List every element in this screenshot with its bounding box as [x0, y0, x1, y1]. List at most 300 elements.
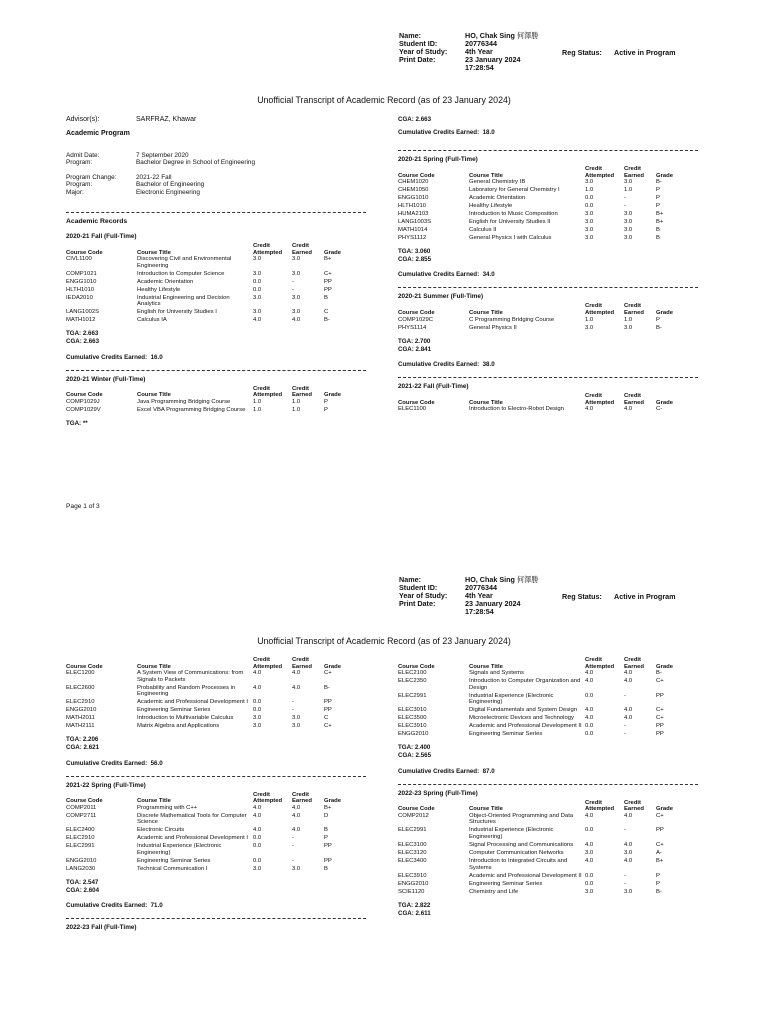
reg-status: [562, 48, 676, 57]
course-code: PHYS1114: [398, 324, 427, 331]
course-table-header: [66, 386, 348, 399]
term-stats: [398, 248, 698, 264]
credit-earned: 4.0: [624, 842, 633, 849]
grade: PP: [324, 286, 332, 293]
course-code: ELEC1200: [66, 670, 95, 677]
tga: TGA: 2.822: [398, 901, 431, 909]
credit-attempted: 0.0: [253, 286, 262, 293]
program-info-row: [66, 181, 255, 188]
grade: PP: [324, 278, 332, 285]
credit-attempted: 4.0: [585, 678, 594, 685]
term-stats: [398, 744, 698, 760]
course-row: [398, 850, 680, 858]
course-code: HLTH1010: [66, 286, 95, 293]
left-column: [66, 233, 366, 428]
course-row: [66, 699, 348, 707]
name-value: HO, Chak Sing 何澤勝: [465, 575, 539, 584]
credit-earned: 3.0: [292, 723, 301, 730]
grade: B: [656, 235, 660, 242]
header-line: Credit: [585, 393, 603, 400]
credit-attempted: 1.0: [585, 187, 594, 194]
header-line: Earned: [292, 249, 312, 256]
course-row: [66, 813, 348, 828]
col-course-title: Course Title: [137, 663, 171, 670]
grade: B-: [656, 179, 662, 186]
course-table: [398, 166, 680, 243]
name-row: [399, 576, 699, 584]
name-value: HO, Chak Sing 何澤勝: [465, 31, 539, 40]
program-info-label: Program:: [66, 159, 93, 167]
credit-earned: 3.0: [624, 219, 633, 226]
col-credit-earned: [624, 800, 656, 813]
course-table: [66, 792, 348, 874]
course-code: CHEM1020: [398, 179, 429, 186]
term-stats: [66, 420, 366, 428]
cga: CGA: 2.663: [66, 338, 100, 346]
student-id-value: 20776344: [465, 582, 497, 592]
course-title: General Physics I with Calculus: [469, 235, 552, 242]
col-grade: Grade: [656, 399, 674, 406]
credit-earned: 1.0: [624, 187, 633, 194]
course-title: Healthy Lifestyle: [137, 286, 181, 293]
course-row: [66, 866, 348, 874]
course-table: [66, 657, 348, 731]
course-title: Healthy Lifestyle: [469, 203, 513, 210]
cga: CGA: 2.663: [398, 116, 432, 123]
col-credit-attempted: [585, 657, 624, 670]
course-title: Digital Fundamentals and System Design: [469, 707, 578, 714]
grade: P: [656, 316, 660, 323]
course-title: Object-Oriented Programming and Data Structures: [469, 812, 574, 826]
year-of-study-label: Year of Study:: [399, 46, 448, 56]
col-credit-attempted: [585, 303, 624, 316]
header-line: Credit: [624, 393, 642, 400]
print-time-value: 17:28:54: [465, 606, 494, 616]
credit-earned: 4.0: [624, 812, 633, 819]
header-line: Credit: [253, 657, 271, 663]
credit-earned: -: [624, 195, 626, 202]
credit-earned: 3.0: [624, 888, 633, 895]
col-course-title: Course Title: [469, 806, 503, 813]
header-line: Credit: [624, 166, 642, 172]
term-title: 2021-22 Fall (Full-Time): [398, 383, 469, 391]
page-title: Unofficial Transcript of Academic Record (as of 23 January 2024): [257, 636, 511, 646]
term-stats: [398, 338, 698, 354]
course-code: ENGG2010: [398, 731, 429, 738]
cumulative-credits-label: Cumulative Credits Earned:: [66, 902, 148, 910]
grade: C+: [656, 812, 664, 819]
credit-attempted: 4.0: [253, 804, 262, 811]
course-code: ELEC3120: [398, 850, 427, 856]
course-code: MATH2111: [66, 723, 95, 730]
term-title: 2020-21 Fall (Full-Time): [66, 233, 137, 240]
course-row: [398, 723, 680, 731]
grade: P: [324, 406, 328, 413]
col-credit-earned: [624, 166, 656, 179]
col-credit-earned: [624, 303, 656, 316]
credit-earned: 1.0: [292, 398, 301, 405]
tga: TGA: 2.547: [66, 878, 99, 886]
term-block: [398, 657, 698, 775]
grade: PP: [656, 723, 664, 730]
course-row: [398, 873, 680, 881]
course-table: [66, 386, 348, 415]
header-line: Attempted: [253, 663, 283, 670]
course-code: ELEC2600: [66, 684, 95, 691]
grade: B+: [324, 804, 332, 811]
header-line: Credit: [253, 385, 271, 392]
course-row: [66, 707, 348, 715]
course-code: ELEC2991: [66, 843, 95, 850]
credit-earned: -: [624, 880, 626, 887]
course-table-header: [398, 303, 680, 316]
course-code: COMP2711: [66, 812, 97, 819]
left-column: [66, 657, 366, 934]
header-line: Earned: [292, 392, 312, 399]
cumulative-credits: [398, 768, 698, 775]
cga: CGA: 2.841: [398, 345, 432, 353]
divider: [398, 287, 698, 288]
divider: [66, 212, 366, 213]
course-title: Engineering Seminar Series: [137, 707, 211, 714]
program-info-row: [66, 159, 255, 166]
header-line: Credit: [292, 385, 310, 392]
credit-attempted: 3.0: [585, 179, 594, 186]
credit-attempted: 0.0: [253, 835, 262, 842]
grade: PP: [656, 827, 664, 834]
credit-earned: 4.0: [624, 715, 633, 722]
credit-attempted: 0.0: [585, 203, 594, 210]
cga: CGA: 2.611: [398, 909, 431, 917]
course-row: [398, 715, 680, 723]
course-code: ELEC3500: [398, 715, 427, 722]
credit-attempted: 4.0: [585, 406, 594, 413]
credit-earned: -: [292, 707, 294, 714]
credit-earned: -: [624, 731, 626, 738]
course-table: [398, 800, 680, 897]
term-block: [66, 233, 366, 361]
credit-attempted: 1.0: [585, 316, 594, 323]
course-table: [398, 393, 680, 414]
course-row: [398, 179, 680, 187]
credit-earned: 3.0: [292, 256, 301, 263]
course-code: ELEC2400: [66, 827, 95, 834]
course-title: Laboratory for General Chemistry I: [469, 187, 560, 194]
term-title: 2020-21 Winter (Full-Time): [66, 375, 146, 383]
course-title: Introduction to Music Composition: [469, 211, 558, 218]
term-title: 2020-21 Spring (Full-Time): [398, 156, 478, 163]
course-title: Computer Communication Networks: [469, 850, 564, 856]
term-block: [66, 370, 366, 428]
divider: [66, 370, 366, 371]
credit-earned: -: [292, 843, 294, 850]
credit-earned: 4.0: [624, 707, 633, 714]
credit-earned: 4.0: [292, 670, 301, 677]
cumulative-credits-value: 56.0: [150, 759, 163, 767]
term-block: [66, 918, 366, 931]
course-code: ENGG2010: [66, 707, 97, 714]
course-row: [398, 813, 680, 828]
course-title: Matrix Algebra and Applications: [137, 723, 220, 730]
course-title: Java Programming Bridging Course: [137, 398, 231, 405]
header-line: Earned: [624, 663, 644, 670]
header-line: Credit: [292, 243, 310, 249]
grade: P: [656, 195, 660, 202]
course-code: ELEC2910: [66, 699, 95, 706]
term-stats: [66, 330, 366, 346]
term-block: [66, 657, 366, 767]
header-line: Credit: [624, 657, 642, 663]
course-row: [66, 685, 348, 700]
course-title: Microelectronic Devices and Technology: [469, 715, 574, 722]
course-row: [66, 295, 348, 310]
course-title: Academic Orientation: [137, 278, 194, 285]
course-row: [66, 271, 348, 279]
reg-status-label: Reg Status:: [562, 48, 602, 57]
credit-attempted: 0.0: [585, 827, 594, 834]
header-line: Attempted: [585, 663, 615, 670]
course-row: [66, 287, 348, 295]
name-label: Name:: [399, 575, 421, 584]
cumulative-credits-value: 16.0: [150, 353, 163, 361]
col-course-title: Course Title: [469, 310, 503, 317]
course-table: [66, 243, 348, 325]
course-title: Discrete Mathematical Tools for Computer Science: [137, 812, 247, 826]
grade: C+: [656, 678, 664, 685]
header-line: Earned: [624, 399, 644, 406]
course-row: [66, 256, 348, 271]
right-column: [398, 657, 698, 918]
course-row: [66, 827, 348, 835]
course-title: English for University Studies I: [137, 309, 217, 316]
header-line: Earned: [292, 798, 312, 805]
divider: [398, 150, 698, 151]
grade: C+: [656, 707, 664, 714]
credit-earned: 4.0: [292, 804, 301, 811]
header-line: Credit: [292, 791, 310, 798]
credit-earned: 3.0: [624, 227, 633, 234]
header-line: Earned: [624, 310, 644, 317]
col-credit-attempted: [253, 792, 292, 805]
credit-attempted: 0.0: [253, 278, 262, 285]
cumulative-credits-value: 87.0: [482, 767, 495, 775]
col-grade: Grade: [324, 249, 342, 256]
academic-records-heading: Academic Records: [66, 218, 128, 225]
course-code: ELEC2991: [398, 692, 427, 699]
term-title: 2022-23 Fall (Full-Time): [66, 924, 137, 932]
credit-attempted: 0.0: [585, 880, 594, 887]
course-title: Excel VBA Programming Bridging Course: [137, 406, 246, 413]
term-block: [398, 287, 698, 368]
credit-attempted: 4.0: [585, 670, 594, 677]
course-title: Engineering Seminar Series: [469, 880, 543, 887]
col-course-title: Course Title: [137, 392, 171, 399]
student-id-value: 20776344: [465, 38, 497, 48]
course-row: [66, 723, 348, 731]
term-title: 2021-22 Spring (Full-Time): [66, 781, 146, 789]
course-row: [398, 325, 680, 333]
credit-attempted: 4.0: [253, 670, 262, 677]
program-info-value: Bachelor of Engineering: [136, 181, 205, 189]
course-title: Introduction to Computer Organization and Design: [469, 678, 581, 691]
grade: C+: [656, 842, 664, 849]
col-course-code: Course Code: [66, 249, 103, 256]
course-title: Calculus IA: [137, 317, 167, 324]
course-title: Programming with C++: [137, 804, 198, 811]
col-credit-earned: [292, 792, 324, 805]
print-time-label: [399, 64, 465, 72]
grade: P: [656, 203, 660, 210]
tga: TGA: 2.206: [66, 736, 99, 744]
carry-over-stats: [398, 116, 698, 136]
credit-attempted: 0.0: [585, 731, 594, 738]
course-title: Electronic Circuits: [137, 827, 185, 834]
credit-earned: 3.0: [624, 179, 633, 186]
cumulative-credits-label: Cumulative Credits Earned:: [66, 759, 148, 767]
credit-attempted: 0.0: [253, 857, 262, 864]
grade: A-: [656, 850, 662, 856]
course-title: Industrial Experience (Electronic Engineering): [469, 827, 554, 841]
term-title: 2022-23 Spring (Full-Time): [398, 789, 478, 797]
course-title: A System View of Communications: from Signals to Packets: [137, 670, 244, 683]
term-stats: [66, 736, 366, 752]
name-label: Name:: [399, 31, 421, 40]
term-block: [398, 784, 698, 918]
col-credit-earned: [292, 657, 324, 670]
course-row: [398, 881, 680, 889]
course-table-header: [66, 657, 348, 670]
tga: TGA: 2.663: [66, 330, 99, 338]
col-grade: Grade: [656, 310, 674, 317]
col-credit-attempted: [253, 243, 292, 256]
course-code: ELEC3400: [398, 857, 427, 864]
cumulative-credits: [66, 760, 366, 767]
cga: CGA: 2.855: [398, 256, 432, 264]
name-row: [399, 32, 699, 40]
col-course-title: Course Title: [469, 172, 503, 179]
col-credit-earned: [624, 657, 656, 670]
credit-attempted: 3.0: [585, 219, 594, 226]
col-course-code: Course Code: [66, 392, 103, 399]
credit-attempted: 0.0: [585, 723, 594, 730]
course-code: IEDA2010: [66, 294, 93, 301]
col-credit-attempted: [253, 657, 292, 670]
credit-earned: -: [292, 699, 294, 706]
course-code: PHYS1112: [398, 235, 427, 242]
course-row: [398, 406, 680, 414]
course-code: SCIE1120: [398, 888, 425, 895]
year-of-study-value: 4th Year: [465, 46, 493, 56]
course-title: Engineering Seminar Series: [469, 731, 543, 738]
credit-earned: 4.0: [292, 827, 301, 834]
header-line: Credit: [585, 799, 603, 806]
header-line: Credit: [585, 303, 603, 310]
credit-attempted: 4.0: [585, 842, 594, 849]
grade: B: [656, 227, 660, 234]
header-line: Attempted: [253, 249, 283, 256]
header-line: Attempted: [585, 310, 615, 317]
credit-earned: 4.0: [292, 812, 301, 819]
col-grade: Grade: [656, 172, 674, 179]
grade: B+: [656, 857, 664, 864]
credit-attempted: 3.0: [253, 294, 262, 301]
course-title: Engineering Seminar Series: [137, 857, 211, 864]
term-block: [398, 150, 698, 278]
credit-earned: 4.0: [624, 406, 633, 413]
term-block: [398, 377, 698, 414]
course-code: COMP1029J: [66, 398, 100, 405]
grade: B-: [656, 888, 662, 895]
course-row: [398, 187, 680, 195]
header-line: Credit: [253, 791, 271, 798]
student-id-label: Student ID:: [399, 38, 438, 48]
course-code: ELEC3910: [398, 723, 427, 730]
credit-earned: -: [624, 872, 626, 879]
course-row: [398, 678, 680, 693]
col-course-title: Course Title: [469, 399, 503, 406]
print-time-label: [399, 608, 465, 616]
col-course-code: Course Code: [398, 806, 435, 813]
advisor-value: SARFRAZ, Khawar: [136, 116, 197, 123]
credit-earned: 3.0: [624, 850, 633, 856]
course-table-header: [398, 166, 680, 179]
grade: PP: [324, 707, 332, 714]
cumulative-credits-value: 34.0: [482, 271, 495, 279]
course-code: LANG1002S: [66, 309, 100, 316]
course-row: [398, 317, 680, 325]
credit-earned: 3.0: [292, 309, 301, 316]
course-row: [66, 858, 348, 866]
student-id-label: Student ID:: [399, 582, 438, 592]
col-credit-earned: [624, 393, 656, 406]
cumulative-credits-label: Cumulative Credits Earned:: [398, 361, 480, 369]
course-title: Introduction to Integrated Circuits and Systems: [469, 857, 568, 871]
course-title: Industrial Experience (Electronic Engineering): [469, 692, 554, 706]
course-code: ELEC2350: [398, 678, 427, 685]
cumulative-credits-label: Cumulative Credits Earned:: [398, 767, 480, 775]
credit-earned: -: [624, 827, 626, 834]
grade: B: [324, 865, 328, 872]
term-block: [66, 776, 366, 910]
program-info-row: [66, 189, 255, 196]
print-time-row: [399, 64, 699, 72]
course-table: [398, 303, 680, 332]
course-code: COMP1029C: [398, 316, 434, 323]
course-row: [66, 805, 348, 813]
grade: PP: [656, 692, 664, 699]
course-table-header: [398, 657, 680, 670]
print-time-value: 17:28:54: [465, 62, 494, 72]
credit-attempted: 4.0: [585, 715, 594, 722]
credit-earned: 1.0: [292, 406, 301, 413]
course-row: [398, 707, 680, 715]
credit-attempted: 3.0: [585, 888, 594, 895]
col-grade: Grade: [324, 392, 342, 399]
credit-attempted: 0.0: [253, 699, 262, 706]
grade: PP: [324, 699, 332, 706]
col-credit-attempted: [585, 166, 624, 179]
credit-attempted: 0.0: [253, 843, 262, 850]
course-code: ELEC3100: [398, 842, 427, 849]
credit-attempted: 4.0: [253, 317, 262, 324]
course-table-header: [66, 243, 348, 256]
grade: B-: [656, 670, 662, 677]
course-title: C Programming Bridging Course: [469, 316, 555, 323]
program-info-value: Bachelor Degree in School of Engineering: [136, 159, 256, 167]
credit-earned: -: [292, 278, 294, 285]
course-row: [398, 227, 680, 235]
print-time-row: [399, 608, 699, 616]
